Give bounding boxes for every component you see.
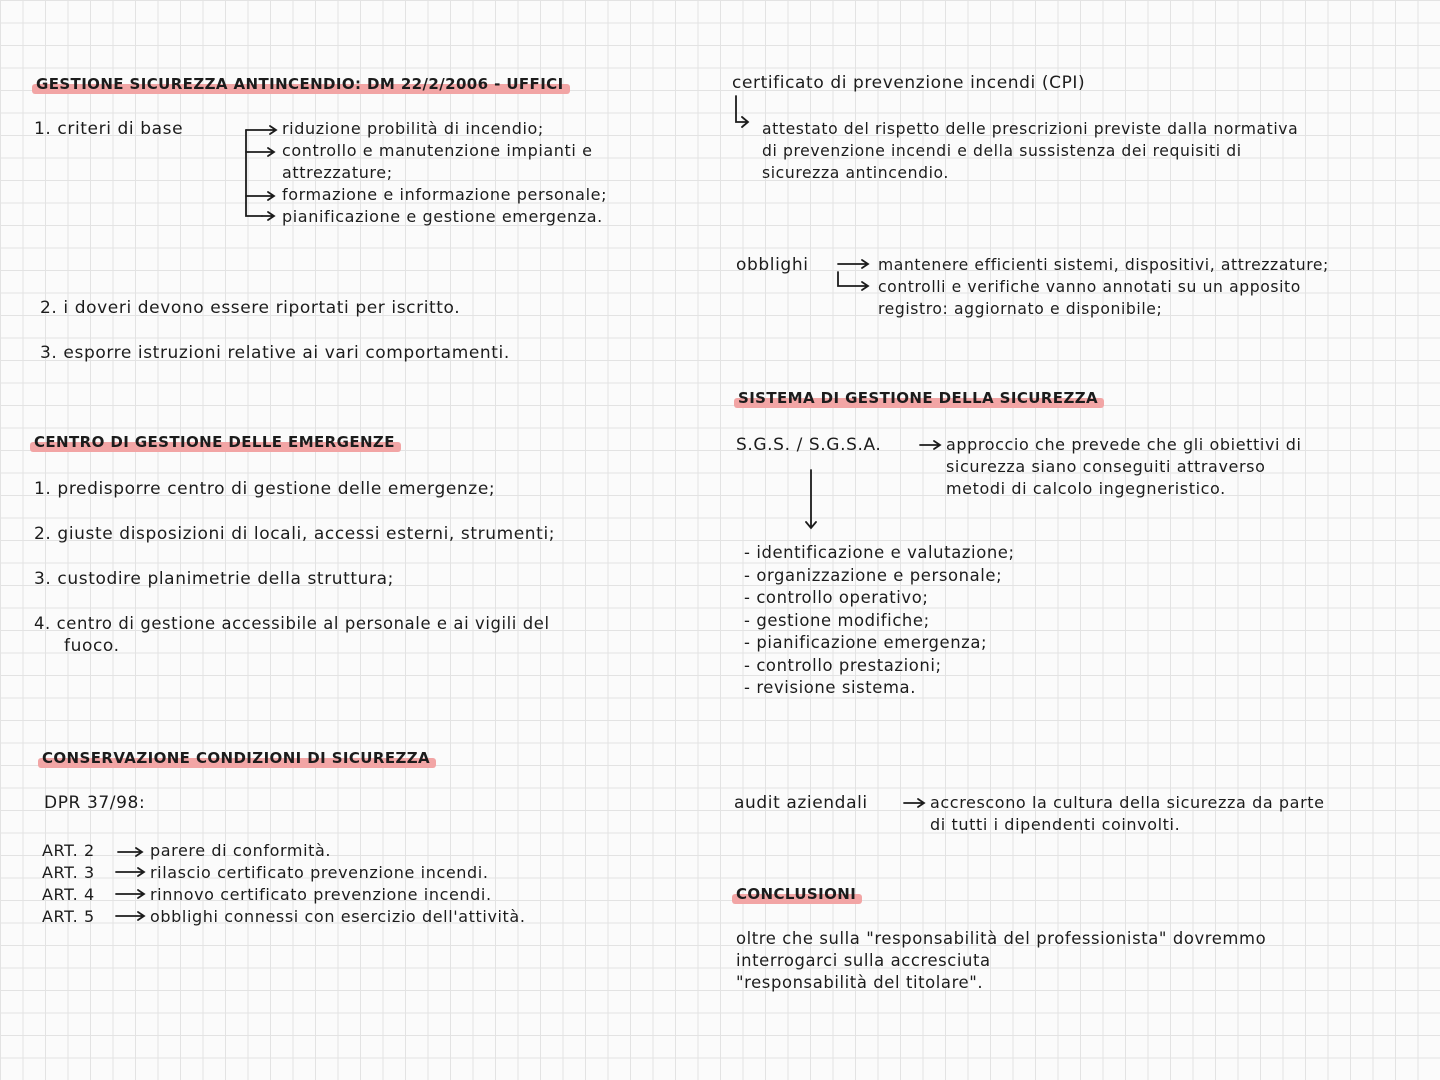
sgs-list-item: - revisione sistema. [744, 678, 917, 697]
sgs-arrow-right [920, 441, 940, 449]
dpr-articles [42, 840, 526, 928]
sgs-list-item: - organizzazione e personale; [744, 565, 1003, 585]
sgs-arrow-down [806, 470, 816, 528]
criteri-item: attrezzature; [282, 163, 393, 182]
sgs-desc-line: approccio che prevede che gli obiettivi di [946, 435, 1302, 454]
criteri-item: riduzione probilità di incendio; [282, 119, 544, 138]
article-text: rilascio certificato prevenzione incendi. [150, 863, 489, 882]
centro-item-3: 3. custodire planimetrie della struttura; [34, 569, 394, 589]
art2-arrow [118, 848, 142, 856]
criteri-list [282, 118, 607, 228]
article-text: parere di conformità. [150, 841, 332, 860]
obblighi-line: controlli e verifiche vanno annotati su un apposito [878, 278, 1301, 296]
audit-arrow [904, 799, 924, 807]
obblighi-label: obblighi [736, 255, 809, 275]
audit-line: di tutti i dipendenti coinvolti. [930, 815, 1181, 834]
obblighi-line: mantenere efficienti sistemi, dispositivi, attrezzature; [878, 256, 1329, 274]
section-title-antincendio: GESTIONE SICUREZZA ANTINCENDIO: DM 22/2/2006 - UFFICI [32, 74, 570, 95]
criteri-arrow-2 [246, 148, 274, 156]
article-number: ART. 3 [42, 863, 95, 882]
criteri-label: 1. criteri di base [34, 119, 184, 139]
criteri-item: controllo e manutenzione impianti e [282, 141, 593, 160]
sgs-list-item: - identificazione e valutazione; [744, 543, 1015, 562]
centro-item-4-cont: fuoco. [64, 636, 120, 656]
article-row [42, 862, 489, 884]
cpi-definition [762, 118, 1298, 184]
cpi-line: di prevenzione incendi e della sussistenza dei requisiti di [762, 142, 1242, 160]
sgs-desc-line: metodi di calcolo ingegneristico. [946, 479, 1226, 498]
cpi-hook-arrow [736, 96, 748, 127]
criteri-item: pianificazione e gestione emergenza. [282, 207, 603, 226]
conclusioni-line: interrogarci sulla accresciuta [736, 951, 991, 970]
obblighi-bracket-lower [838, 272, 868, 290]
obblighi-line: registro: aggiornato e disponibile; [878, 300, 1163, 318]
sgs-list-item: - controllo prestazioni; [744, 655, 942, 675]
art5-arrow [116, 912, 144, 920]
criteri-arrow-4 [246, 192, 274, 200]
article-text: obblighi connessi con esercizio dell'attività. [150, 907, 526, 926]
centro-item-4: 4. centro di gestione accessibile al personale e ai vigili del [34, 614, 550, 633]
centro-item-2: 2. giuste disposizioni di locali, accessi esterni, strumenti; [34, 524, 556, 544]
article-number: ART. 4 [42, 885, 95, 904]
criteri-item: formazione e informazione personale; [282, 185, 608, 204]
art4-arrow [116, 890, 144, 898]
centro-item-1: 1. predisporre centro di gestione delle emergenze; [34, 479, 496, 499]
article-row [42, 906, 526, 928]
sgs-list-item: - controllo operativo; [744, 588, 929, 607]
conclusioni-text [736, 928, 1266, 994]
doveri-item: 2. i doveri devono essere riportati per iscritto. [40, 298, 461, 318]
obblighi-bracket-upper [838, 260, 868, 268]
obblighi-list [878, 254, 1329, 320]
audit-label: audit aziendali [734, 793, 868, 813]
istruzioni-item: 3. esporre istruzioni relative ai vari comportamenti. [40, 343, 510, 363]
section-title-sgs: SISTEMA DI GESTIONE DELLA SICUREZZA [734, 388, 1104, 409]
sgs-label: S.G.S. / S.G.S.A. [736, 435, 882, 455]
section-title-centro-emergenze: CENTRO DI GESTIONE DELLE EMERGENZE [30, 432, 401, 453]
criteri-arrow-1 [246, 126, 276, 134]
conclusioni-line: "responsabilità del titolare". [736, 973, 984, 992]
criteri-arrow-5 [262, 212, 274, 220]
article-number: ART. 2 [42, 841, 95, 860]
article-text: rinnovo certificato prevenzione incendi. [150, 885, 492, 904]
section-title-conservazione: CONSERVAZIONE CONDIZIONI DI SICUREZZA [38, 748, 436, 769]
cpi-line: attestato del rispetto delle prescrizioni previste dalla normativa [762, 120, 1299, 138]
article-row [42, 884, 492, 906]
sgs-description [946, 434, 1302, 500]
criteri-bracket [246, 130, 262, 216]
article-number: ART. 5 [42, 907, 95, 926]
cpi-line: sicurezza antincendio. [762, 164, 949, 182]
sgs-list-item: - pianificazione emergenza; [744, 633, 988, 652]
sgs-list [744, 542, 1015, 700]
sgs-list-item: - gestione modifiche; [744, 610, 930, 630]
conclusioni-line: oltre che sulla "responsabilità del professionista" dovremmo [736, 929, 1267, 948]
audit-description [930, 792, 1325, 836]
audit-line: accrescono la cultura della sicurezza da parte [930, 793, 1325, 812]
dpr-label: DPR 37/98: [44, 793, 146, 813]
cpi-title: certificato di prevenzione incendi (CPI) [732, 73, 1086, 93]
article-row [42, 840, 332, 862]
sgs-desc-line: sicurezza siano conseguiti attraverso [946, 457, 1266, 476]
art3-arrow [116, 868, 144, 876]
section-title-conclusioni: CONCLUSIONI [732, 884, 862, 905]
